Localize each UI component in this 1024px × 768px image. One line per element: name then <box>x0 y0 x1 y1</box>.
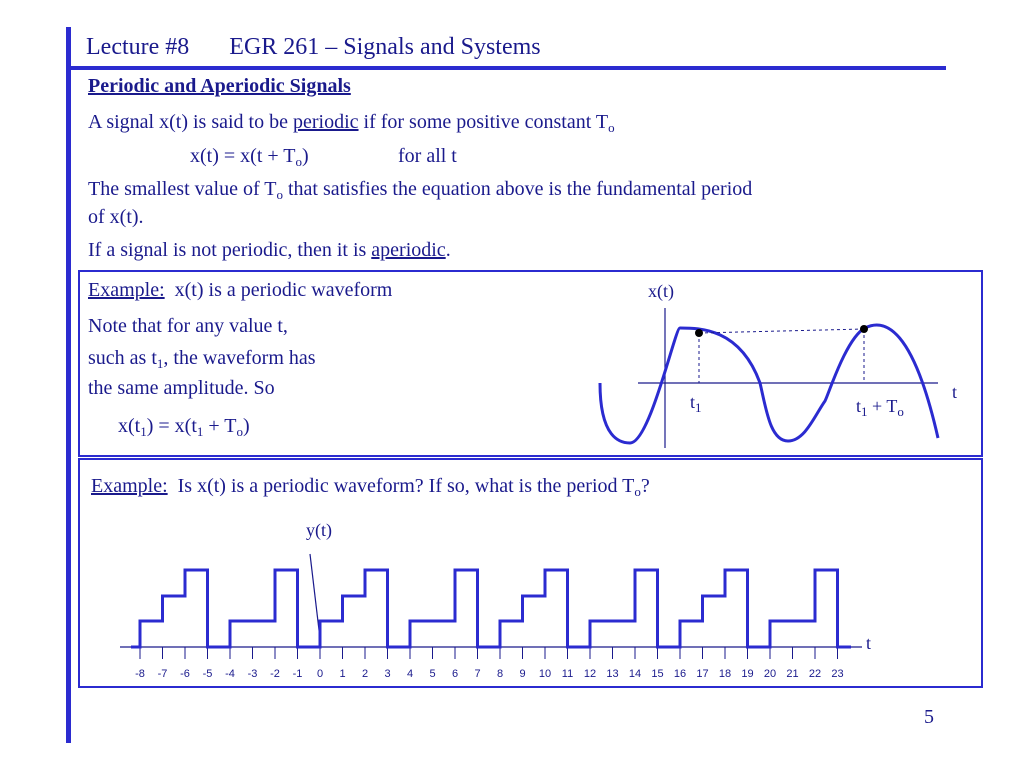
aperiodic-term: aperiodic <box>371 239 446 261</box>
subscript: 1 <box>695 400 702 415</box>
tick-label: 21 <box>786 668 799 680</box>
left-accent-bar <box>66 27 71 743</box>
tick-label: -6 <box>180 668 190 680</box>
t1-point-marker <box>695 329 703 337</box>
example-1-note-2 <box>88 347 316 370</box>
tick-marks <box>140 647 838 659</box>
periodicity-equation <box>190 145 309 168</box>
tick-label: 5 <box>429 668 436 680</box>
example-2-heading <box>91 475 650 498</box>
intro-text: if for some positive constant T <box>358 111 609 133</box>
label-text: + T <box>867 396 898 416</box>
example-label: Example: <box>88 279 165 301</box>
amplitude-guide-line <box>699 329 864 333</box>
tick-label: 6 <box>451 668 459 680</box>
tick-label: 8 <box>496 668 504 680</box>
equation-text: ) <box>243 415 250 437</box>
equation-text: ) <box>302 145 309 167</box>
tick-labels <box>135 668 844 680</box>
subscript: o <box>897 404 904 419</box>
tick-label: -5 <box>202 668 213 680</box>
tick-label: 16 <box>673 668 687 680</box>
tick-label: -3 <box>247 668 258 680</box>
equation-text: ) = x(t <box>146 415 197 437</box>
t1-plus-to-point-marker <box>860 325 868 333</box>
tick-label: 13 <box>606 668 619 680</box>
label-text: t <box>690 392 696 412</box>
intro-text: If a signal is not periodic, then it is <box>88 239 372 261</box>
intro-text: . <box>445 239 451 261</box>
equation-text: x(t) = x(t + T <box>190 145 296 167</box>
periodic-term: periodic <box>292 111 359 133</box>
section-heading: Periodic and Aperiodic Signals <box>88 75 351 97</box>
example-1-heading <box>88 279 392 302</box>
tick-label: 15 <box>651 668 664 680</box>
example-1-note-3: the same amplitude. So <box>88 377 275 399</box>
tick-label: 3 <box>384 668 391 680</box>
tick-label: -7 <box>157 668 168 680</box>
example-text: ? <box>640 475 650 497</box>
subscript: o <box>276 187 283 202</box>
sine-waveform <box>600 325 938 443</box>
tick-label: 22 <box>808 668 822 680</box>
example-label: Example: <box>91 475 168 497</box>
tick-label: 9 <box>519 668 526 680</box>
equation-text: x(t <box>118 415 141 437</box>
tick-label: 23 <box>831 668 844 680</box>
tick-label: 11 <box>561 668 574 680</box>
t-axis-label: t <box>952 382 958 402</box>
intro-text: The smallest value of T <box>88 178 277 200</box>
tick-label: -4 <box>225 668 235 680</box>
equation-condition: for all t <box>398 145 457 167</box>
intro-text: A signal x(t) is said to be <box>88 111 293 133</box>
tick-label: 1 <box>339 668 346 680</box>
subscript: 1 <box>156 356 164 371</box>
label-text: t <box>856 396 862 416</box>
subscript: o <box>236 424 244 439</box>
example-text: x(t) is a periodic waveform <box>174 279 393 301</box>
subscript: o <box>295 154 303 169</box>
sine-wave-plot <box>580 278 980 453</box>
tick-label: 4 <box>406 668 414 680</box>
subscript: 1 <box>196 424 204 439</box>
intro-line-1 <box>88 111 615 134</box>
tick-label: -2 <box>270 668 280 680</box>
tick-label: 19 <box>741 668 754 680</box>
tick-label: 2 <box>361 668 369 680</box>
subscript: 1 <box>861 404 868 419</box>
tick-label: 18 <box>718 668 732 680</box>
equation-text: + T <box>203 415 237 437</box>
tick-label: -8 <box>135 668 145 680</box>
intro-line-5 <box>88 239 451 262</box>
subscript: o <box>608 120 615 135</box>
subscript: 1 <box>140 424 147 439</box>
note-text: such as t <box>88 347 157 369</box>
staircase-t-axis-label: t <box>866 633 872 653</box>
page-number: 5 <box>924 706 934 728</box>
tick-label: 12 <box>583 668 597 680</box>
note-text: , the waveform has <box>163 347 316 369</box>
tick-label: 7 <box>474 668 481 680</box>
slide-title <box>86 34 541 61</box>
tick-label: 14 <box>628 668 642 680</box>
example-text: Is x(t) is a periodic waveform? If so, what is the period T <box>177 475 635 497</box>
title-underline-bar <box>66 66 946 70</box>
tick-label: 20 <box>763 668 777 680</box>
tick-label: 10 <box>538 668 552 680</box>
staircase-waveform <box>131 570 851 647</box>
tick-label: 0 <box>316 668 324 680</box>
staircase-wave-plot <box>110 540 870 685</box>
intro-line-4: of x(t). <box>88 206 144 228</box>
y-of-t-axis-label: y(t) <box>306 520 332 540</box>
intro-line-3 <box>88 178 752 201</box>
lecture-number: Lecture #8 <box>86 34 190 60</box>
example-1-note-1: Note that for any value t, <box>88 315 288 337</box>
x-of-t-axis-label: x(t) <box>648 281 674 301</box>
intro-text: that satisfies the equation above is the fundamental period <box>282 178 753 200</box>
t1-plus-to-label <box>856 396 904 417</box>
subscript: o <box>634 484 641 499</box>
tick-label: 17 <box>696 668 709 680</box>
example-1-equation <box>118 415 250 438</box>
t1-label <box>690 392 702 413</box>
tick-label: -1 <box>292 668 303 680</box>
course-title: EGR 261 – Signals and Systems <box>229 34 541 60</box>
